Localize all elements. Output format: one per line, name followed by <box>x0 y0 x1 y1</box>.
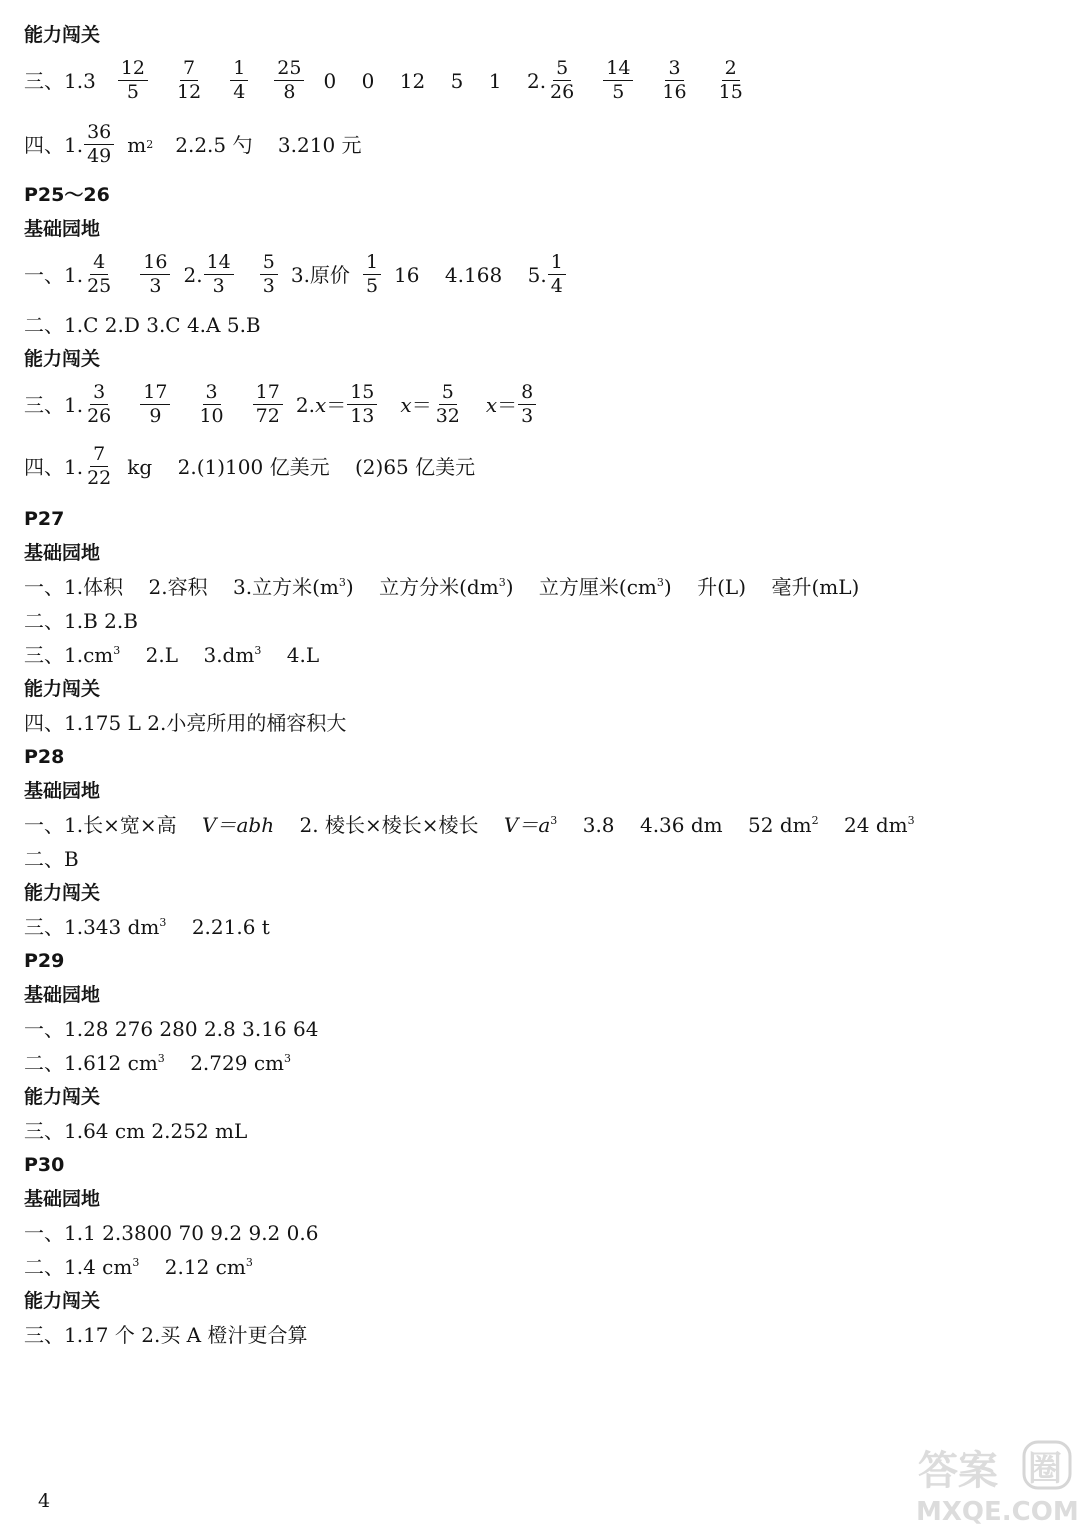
answer-line <box>24 812 915 838</box>
answer-line: 一、1.1 2.3800 70 9.2 9.2 0.6 <box>24 1221 319 1245</box>
superscript: 3 <box>245 1256 253 1269</box>
answer-text: 24 dm <box>818 813 908 837</box>
answer-text: 三、1.343 dm <box>24 915 160 939</box>
page-title: P30 <box>24 1154 65 1176</box>
answer-line <box>24 914 270 940</box>
answer-text: 二、1.4 cm <box>24 1255 133 1279</box>
fraction: $\frac{1}{4}$ <box>230 58 248 103</box>
page-title: P29 <box>24 950 65 972</box>
variable: x <box>400 392 412 417</box>
answer-line: 三、1.64 cm 2.252 mL <box>24 1119 248 1143</box>
answer-line: 二、1.B 2.B <box>24 609 138 633</box>
answer-text: 0 0 12 5 1 2. <box>323 68 547 93</box>
fraction: $\frac{5}{32}$ <box>435 381 460 427</box>
fraction: $\frac{17}{9}$ <box>140 382 170 427</box>
superscript: 3 <box>498 576 506 589</box>
answer-text: 2.L 3.dm <box>120 643 255 667</box>
answer-text: 一、1.长×宽×高 <box>24 813 203 837</box>
answer-text: 三、1.cm <box>24 643 114 667</box>
svg-text:答案: 答案 <box>918 1448 998 1494</box>
answer-text: 3.原价 <box>290 262 350 287</box>
superscript: 3 <box>284 1052 291 1065</box>
answer-text: kg 2.(1)100 亿美元 (2)65 亿美元 <box>127 454 476 479</box>
fraction: $\frac{5}{26}$ <box>550 57 575 103</box>
fraction: $\frac{8}{3}$ <box>518 382 536 427</box>
fraction: $\frac{15}{13}$ <box>347 382 377 427</box>
section-header: 能力闯关 <box>24 348 101 370</box>
answer-line: 四、1.175 L 2.小亮所用的桶容积大 <box>24 711 347 735</box>
answer-line <box>24 444 475 489</box>
equals-sign: ＝ <box>411 392 432 417</box>
fraction: $\frac{3}{26}$ <box>87 381 112 427</box>
section-header: 基础园地 <box>24 542 101 564</box>
answer-text: 4.L <box>261 643 320 667</box>
page-title: P27 <box>24 508 65 530</box>
answer-prefix: 四、1. <box>24 132 84 157</box>
section-header: 能力闯关 <box>24 24 101 46</box>
answer-text: 2. <box>183 262 203 287</box>
fraction: $\frac{4}{25}$ <box>87 251 112 297</box>
formula: V＝abh <box>202 813 275 837</box>
page-number: 4 <box>38 1490 51 1512</box>
equals-sign: ＝ <box>326 392 347 417</box>
superscript: 3 <box>159 916 167 929</box>
fraction: $\frac{14}{5}$ <box>603 58 633 103</box>
fraction: $\frac{2}{15}$ <box>718 57 743 103</box>
answer-prefix: 三、1.3 <box>24 68 96 93</box>
watermark-logo <box>912 1438 1080 1528</box>
fraction: $\frac{5}{3}$ <box>260 252 278 297</box>
unit-text: m <box>127 132 147 157</box>
superscript: 3 <box>656 576 664 589</box>
answer-line: 二、1.C 2.D 3.C 4.A 5.B <box>24 313 261 337</box>
fraction: $\frac{1}{4}$ <box>548 252 566 297</box>
answer-line <box>24 252 579 297</box>
variable: x <box>314 392 327 417</box>
answer-text: 2.2.5 勺 3.210 元 <box>175 132 362 157</box>
formula: V＝a <box>503 813 551 837</box>
section-header: 能力闯关 <box>24 1086 101 1108</box>
answer-prefix: 四、1. <box>24 454 84 479</box>
answer-line <box>24 642 319 668</box>
fraction: $\frac{25}{8}$ <box>274 58 304 103</box>
answer-text: 二、1.612 cm <box>24 1051 158 1075</box>
fraction: $\frac{36}{49}$ <box>84 122 114 167</box>
answer-text: ) 升(L) 毫升(mL) <box>663 575 860 599</box>
fraction: $\frac{14}{3}$ <box>204 252 234 297</box>
section-header: 能力闯关 <box>24 1290 101 1312</box>
section-header: 能力闯关 <box>24 882 101 904</box>
answer-text: 16 4.168 5. <box>394 262 547 287</box>
superscript: 3 <box>338 576 346 589</box>
answer-text: 一、1.体积 2.容积 3.立方米(m <box>24 575 339 599</box>
section-header: 基础园地 <box>24 218 101 240</box>
fraction: $\frac{12}{5}$ <box>118 58 148 103</box>
superscript: 3 <box>157 1052 165 1065</box>
answer-text: 2. 棱长×棱长×棱长 <box>274 813 504 837</box>
superscript: 3 <box>907 814 915 827</box>
answer-line <box>24 1254 253 1280</box>
equals-sign: ＝ <box>497 392 518 417</box>
fraction: $\frac{1}{5}$ <box>363 252 381 297</box>
superscript: 3 <box>113 644 121 657</box>
answer-prefix: 三、1. <box>24 392 84 417</box>
answer-line <box>24 574 859 600</box>
section-header: 基础园地 <box>24 1188 101 1210</box>
variable: x <box>485 392 498 417</box>
fraction: $\frac{3}{10}$ <box>199 381 224 427</box>
answer-prefix: 一、1. <box>24 262 84 287</box>
superscript: 3 <box>254 644 262 657</box>
superscript: 3 <box>132 1256 140 1269</box>
page-title: P28 <box>24 746 65 768</box>
svg-text:圈: 圈 <box>1028 1449 1062 1489</box>
answer-line <box>24 58 759 103</box>
fraction: $\frac{17}{72}$ <box>253 382 283 427</box>
answer-text: ) 立方分米(dm <box>345 575 499 599</box>
section-header: 能力闯关 <box>24 678 101 700</box>
answer-text: ) 立方厘米(cm <box>505 575 657 599</box>
answer-line: 四、1. $\frac{36}{49}$ m 2 2.2.5 勺 3.210 元 <box>24 121 362 167</box>
section-header: 基础园地 <box>24 984 101 1006</box>
answer-line <box>24 382 549 427</box>
answer-text: 2.12 cm <box>139 1255 246 1279</box>
section-header: 基础园地 <box>24 780 101 802</box>
answer-text: 2.21.6 t <box>166 915 270 939</box>
page-title: P25～26 <box>24 184 110 206</box>
answer-line: 三、1.17 个 2.买 A 橙汁更合算 <box>24 1323 308 1347</box>
answer-line: 一、1.28 276 280 2.8 3.16 64 <box>24 1017 319 1041</box>
answer-line <box>24 1050 291 1076</box>
fraction: $\frac{7}{22}$ <box>87 443 112 489</box>
superscript: 3 <box>550 814 558 827</box>
answer-text: 2. <box>295 392 315 417</box>
answer-text: 2.729 cm <box>164 1051 284 1075</box>
fraction: $\frac{7}{12}$ <box>177 57 202 103</box>
fraction: $\frac{16}{3}$ <box>140 252 170 297</box>
svg-text:MXQE.COM: MXQE.COM <box>916 1497 1079 1527</box>
fraction: $\frac{3}{16}$ <box>662 57 687 103</box>
answer-line: 二、B <box>24 847 79 871</box>
superscript: 2 <box>811 814 819 827</box>
answer-text: 3.8 4.36 dm 52 dm <box>557 813 812 837</box>
